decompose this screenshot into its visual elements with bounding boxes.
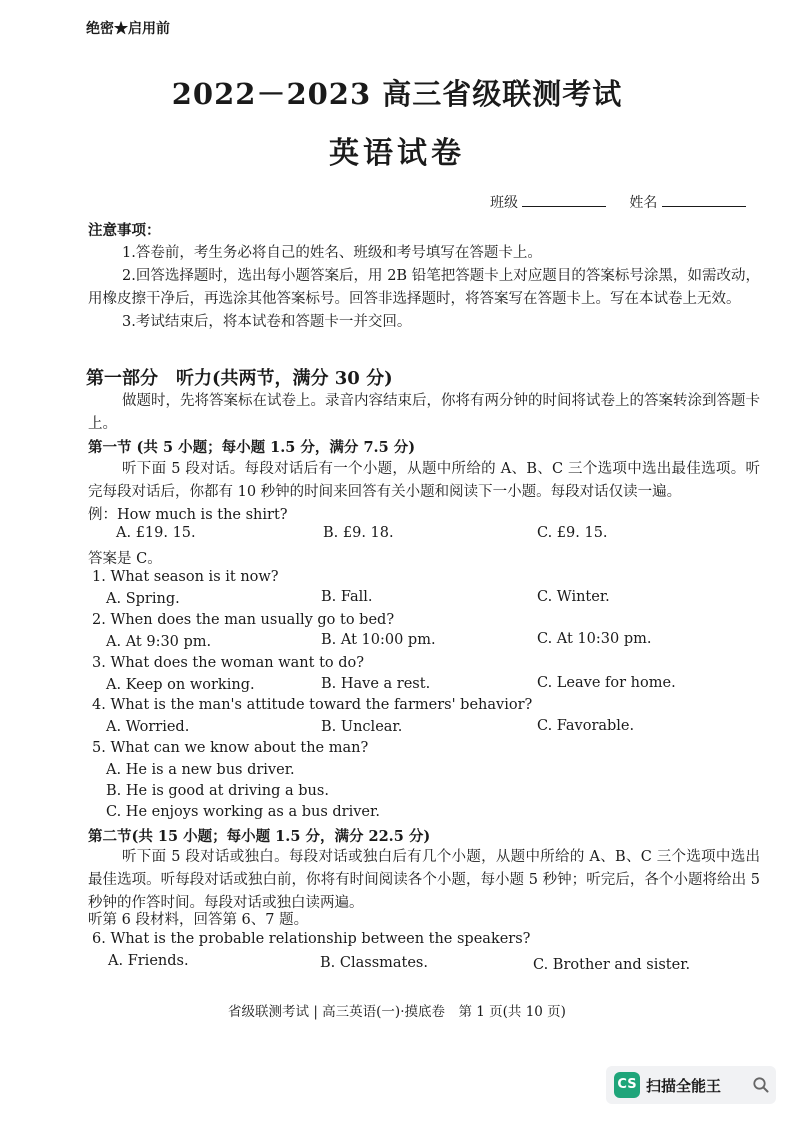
class-name-fields <box>490 192 746 212</box>
q1-option-b: B. Fall. <box>321 589 373 605</box>
q6-option-c: C. Brother and sister. <box>533 957 691 973</box>
exam-subtitle: 英语试卷 <box>329 136 465 171</box>
part1-intro: 做题时，先将答案标在试卷上。录音内容结束后，你将有两分钟的时间将试卷上的答案转涂到答题卡上。 <box>88 393 760 432</box>
class-label: 班级 <box>490 195 518 211</box>
q6-option-a: A. Friends. <box>108 953 189 969</box>
q3-option-a: A. Keep on working. <box>106 677 255 693</box>
q6-option-b: B. Classmates. <box>320 955 428 971</box>
question-1: 1. What season is it now? <box>92 569 279 585</box>
section2-title: 第二节(共 15 小题；每小题 1.5 分，满分 22.5 分) <box>88 828 431 845</box>
q4-option-c: C. Favorable. <box>537 718 635 734</box>
q2-option-c: C. At 10:30 pm. <box>537 631 652 647</box>
question-2: 2. When does the man usually go to bed? <box>92 612 395 628</box>
notes-block <box>88 219 760 334</box>
scanner-label: 扫描全能王 <box>646 1077 722 1095</box>
name-label: 姓名 <box>629 195 658 211</box>
q1-option-c: C. Winter. <box>537 589 610 605</box>
q5-option-c: C. He enjoys working as a bus driver. <box>106 804 380 820</box>
section1-instructions: 听下面 5 段对话。每段对话后有一个小题，从题中所给的 A、B、C 三个选项中选出最佳选项。听完每段对话后，你都有 10 秒钟的时间来回答有关小题和阅读下一小题。每段对话仅读一遍。 <box>88 461 760 500</box>
question-4: 4. What is the man's attitude toward the farmers' behavior? <box>92 697 533 713</box>
q2-option-a: A. At 9:30 pm. <box>106 634 212 650</box>
section2-material: 听第 6 段材料，回答第 6、7 题。 <box>88 912 309 928</box>
note-item: 2.回答选择题时，选出每小题答案后，用 2B 铅笔把答题卡上对应题目的答案标号涂黑，如需改动，用橡皮擦干净后，再选涂其他答案标号。回答非选择题时，将答案写在答题卡上。写在本试卷上无效。 <box>88 268 760 307</box>
q1-option-a: A. Spring. <box>106 591 180 607</box>
question-5: 5. What can we know about the man? <box>92 740 369 756</box>
exam-title: 2022－2023 高三省级联测考试 <box>171 77 623 111</box>
section2-instructions: 听下面 5 段对话或独白。每段对话或独白后有几个小题，从题中所给的 A、B、C 三个选项中选出最佳选项。听每段对话或独白前，你将有时间阅读各个小题，每小题 5 秒钟；听完后，各个小题将给出 5 秒钟的作答时间。每段对话或独白读两遍。 <box>88 849 760 911</box>
note-item: 1.答卷前，考生务必将自己的姓名、班级和考号填写在答题卡上。 <box>122 245 542 261</box>
q3-option-c: C. Leave for home. <box>537 675 676 691</box>
confidential-label: 绝密★启用前 <box>86 21 170 37</box>
search-icon <box>752 1076 770 1094</box>
example-option-c: C. £9. 15. <box>537 525 608 541</box>
q3-option-b: B. Have a rest. <box>321 676 431 692</box>
name-blank[interactable] <box>662 194 746 207</box>
q5-option-a: A. He is a new bus driver. <box>106 762 295 778</box>
example-option-a: A. £19. 15. <box>116 525 196 541</box>
q4-option-b: B. Unclear. <box>321 719 403 735</box>
question-3: 3. What does the woman want to do? <box>92 655 365 671</box>
q4-option-a: A. Worried. <box>106 719 190 735</box>
notes-heading: 注意事项： <box>88 222 161 239</box>
scanner-watermark <box>606 1066 776 1104</box>
example-option-b: B. £9. 18. <box>323 525 394 541</box>
page-footer: 省级联测考试 | 高三英语(一)·摸底卷 第 1 页(共 10 页) <box>228 1004 566 1020</box>
question-6: 6. What is the probable relationship between the speakers? <box>92 931 531 947</box>
part1-title: 第一部分 听力(共两节，满分 30 分) <box>86 368 393 389</box>
q5-option-b: B. He is good at driving a bus. <box>106 783 329 799</box>
example-question: 例：How much is the shirt? <box>88 507 288 523</box>
note-item: 3.考试结束后，将本试卷和答题卡一并交回。 <box>122 314 412 330</box>
class-blank[interactable] <box>522 194 606 207</box>
camscanner-logo: CS <box>614 1072 640 1098</box>
q2-option-b: B. At 10:00 pm. <box>321 632 436 648</box>
section1-title: 第一节 (共 5 小题；每小题 1.5 分，满分 7.5 分) <box>88 439 416 456</box>
example-answer: 答案是 C。 <box>88 551 162 567</box>
